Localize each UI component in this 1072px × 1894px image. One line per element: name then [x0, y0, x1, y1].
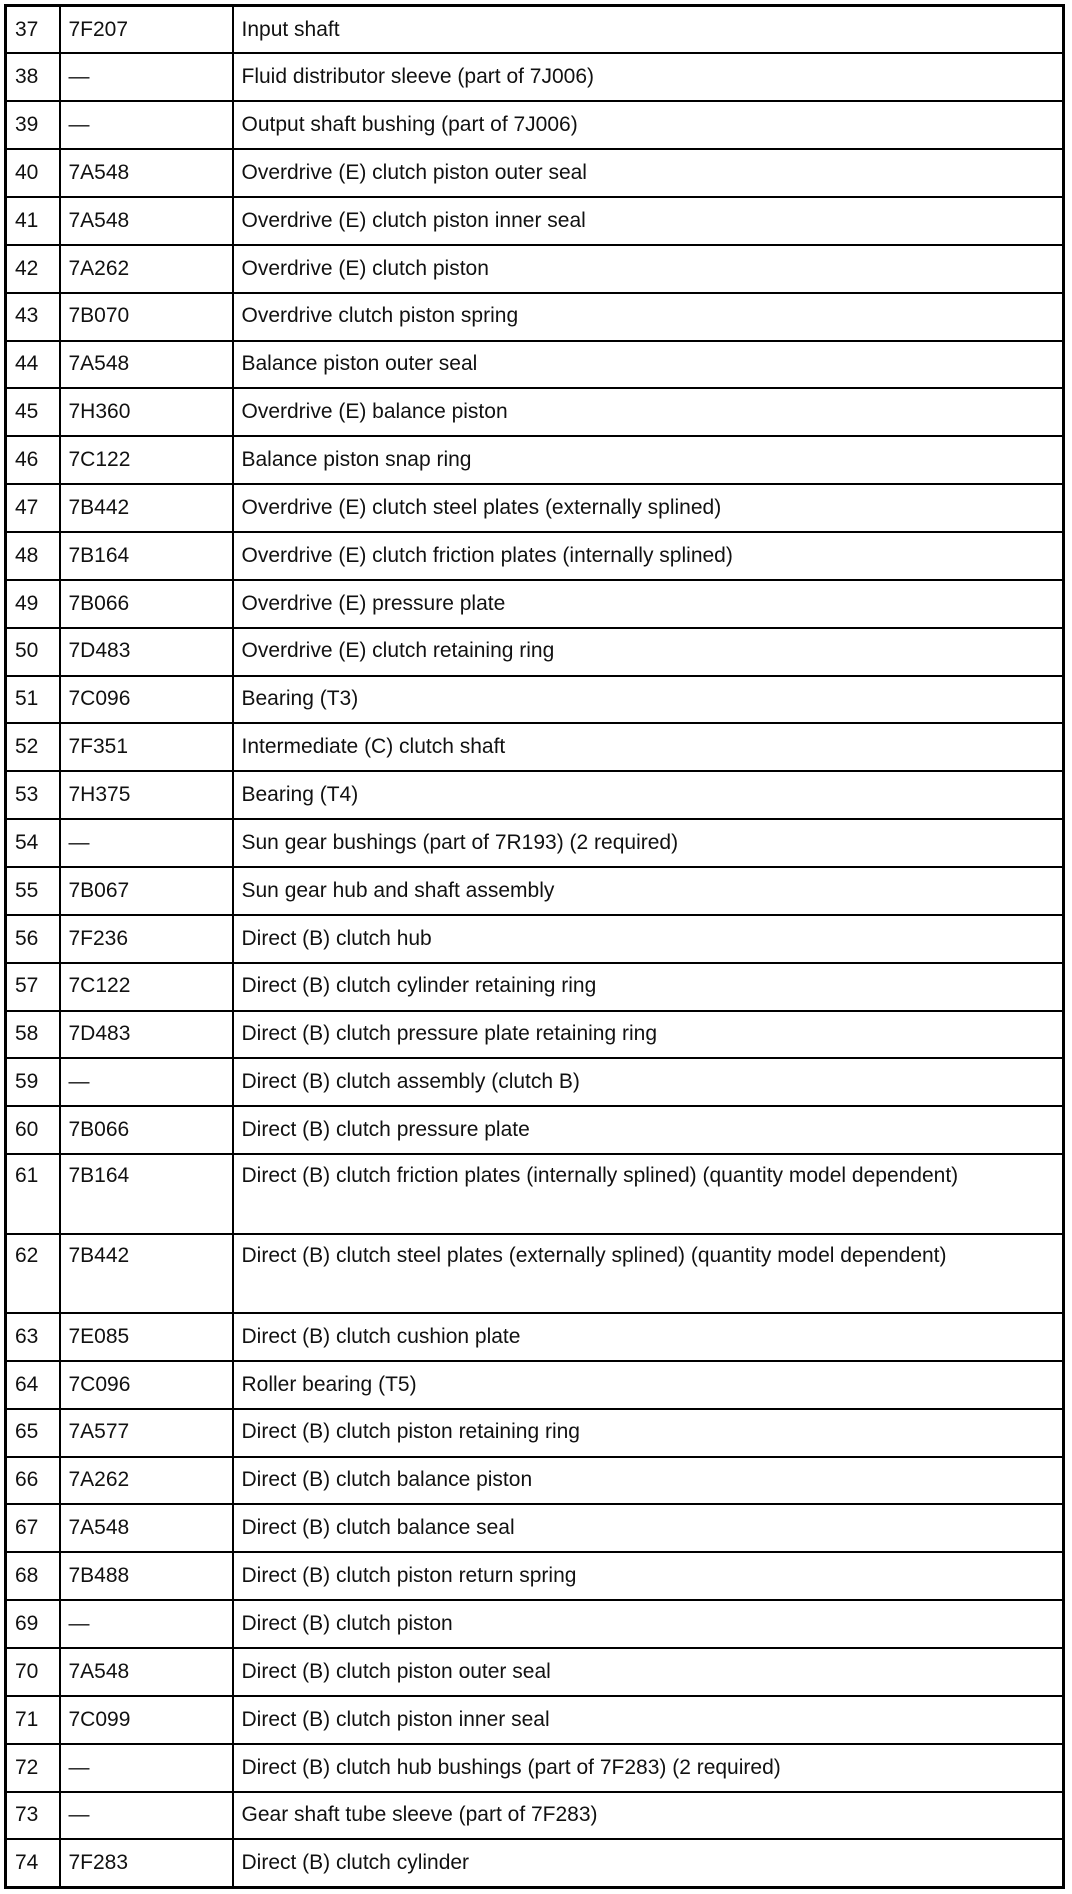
description-cell: Input shaft	[233, 6, 1064, 54]
description-cell: Direct (B) clutch piston	[233, 1600, 1064, 1648]
description-cell: Overdrive (E) clutch retaining ring	[233, 628, 1064, 676]
description-cell: Overdrive (E) clutch piston	[233, 245, 1064, 293]
part-number-cell: 7B442	[60, 484, 233, 532]
table-row	[6, 963, 1064, 1011]
part-number-cell: —	[60, 1744, 233, 1792]
table-row	[6, 197, 1064, 245]
item-number-cell: 38	[6, 53, 60, 101]
item-number-cell: 68	[6, 1552, 60, 1600]
table-row	[6, 1058, 1064, 1106]
table-row	[6, 676, 1064, 724]
part-number-cell: —	[60, 1792, 233, 1840]
table-row	[6, 1313, 1064, 1361]
description-cell: Direct (B) clutch balance piston	[233, 1457, 1064, 1505]
item-number-cell: 72	[6, 1744, 60, 1792]
part-number-cell: 7C096	[60, 676, 233, 724]
description-cell: Direct (B) clutch balance seal	[233, 1504, 1064, 1552]
item-number-cell: 74	[6, 1839, 60, 1887]
item-number-cell: 54	[6, 819, 60, 867]
table-row	[6, 1409, 1064, 1457]
item-number-cell: 56	[6, 915, 60, 963]
item-number-cell: 71	[6, 1696, 60, 1744]
parts-table-body	[6, 6, 1064, 1888]
description-cell: Direct (B) clutch pressure plate	[233, 1106, 1064, 1154]
item-number-cell: 40	[6, 149, 60, 197]
description-cell: Intermediate (C) clutch shaft	[233, 723, 1064, 771]
description-cell: Sun gear hub and shaft assembly	[233, 867, 1064, 915]
description-cell: Overdrive (E) clutch steel plates (externally splined)	[233, 484, 1064, 532]
part-number-cell: 7A548	[60, 341, 233, 389]
description-cell: Overdrive (E) clutch piston inner seal	[233, 197, 1064, 245]
part-number-cell: 7F236	[60, 915, 233, 963]
description-cell: Overdrive (E) pressure plate	[233, 580, 1064, 628]
item-number-cell: 37	[6, 6, 60, 54]
description-cell: Sun gear bushings (part of 7R193) (2 required)	[233, 819, 1064, 867]
part-number-cell: 7F283	[60, 1839, 233, 1887]
table-row	[6, 532, 1064, 580]
table-row	[6, 1361, 1064, 1409]
item-number-cell: 64	[6, 1361, 60, 1409]
description-cell: Overdrive (E) clutch friction plates (internally splined)	[233, 532, 1064, 580]
table-row	[6, 1457, 1064, 1505]
description-cell: Direct (B) clutch piston retaining ring	[233, 1409, 1064, 1457]
table-row	[6, 1011, 1064, 1059]
table-row	[6, 1744, 1064, 1792]
part-number-cell: 7D483	[60, 628, 233, 676]
table-row	[6, 341, 1064, 389]
description-cell: Direct (B) clutch friction plates (internally splined) (quantity model dependent)	[233, 1154, 1064, 1233]
table-row	[6, 915, 1064, 963]
description-cell: Direct (B) clutch cushion plate	[233, 1313, 1064, 1361]
table-row	[6, 1696, 1064, 1744]
description-cell: Overdrive (E) balance piston	[233, 388, 1064, 436]
description-cell: Fluid distributor sleeve (part of 7J006)	[233, 53, 1064, 101]
part-number-cell: 7B066	[60, 1106, 233, 1154]
item-number-cell: 59	[6, 1058, 60, 1106]
description-cell: Balance piston outer seal	[233, 341, 1064, 389]
description-cell: Direct (B) clutch pressure plate retaining ring	[233, 1011, 1064, 1059]
description-cell: Output shaft bushing (part of 7J006)	[233, 101, 1064, 149]
item-number-cell: 49	[6, 580, 60, 628]
part-number-cell: 7C096	[60, 1361, 233, 1409]
table-row	[6, 6, 1064, 54]
description-cell: Overdrive (E) clutch piston outer seal	[233, 149, 1064, 197]
part-number-cell: 7B164	[60, 1154, 233, 1233]
item-number-cell: 48	[6, 532, 60, 580]
description-cell: Roller bearing (T5)	[233, 1361, 1064, 1409]
table-row	[6, 101, 1064, 149]
table-row	[6, 1552, 1064, 1600]
table-row	[6, 53, 1064, 101]
description-cell: Overdrive clutch piston spring	[233, 293, 1064, 341]
item-number-cell: 41	[6, 197, 60, 245]
item-number-cell: 58	[6, 1011, 60, 1059]
item-number-cell: 47	[6, 484, 60, 532]
table-row	[6, 1792, 1064, 1840]
item-number-cell: 39	[6, 101, 60, 149]
table-row	[6, 245, 1064, 293]
item-number-cell: 61	[6, 1154, 60, 1233]
description-cell: Direct (B) clutch hub bushings (part of 7F283) (2 required)	[233, 1744, 1064, 1792]
description-cell: Direct (B) clutch hub	[233, 915, 1064, 963]
item-number-cell: 44	[6, 341, 60, 389]
description-cell: Direct (B) clutch steel plates (externally splined) (quantity model dependent)	[233, 1234, 1064, 1313]
part-number-cell: 7C099	[60, 1696, 233, 1744]
item-number-cell: 65	[6, 1409, 60, 1457]
part-number-cell: 7A548	[60, 197, 233, 245]
part-number-cell: 7A577	[60, 1409, 233, 1457]
table-row	[6, 771, 1064, 819]
item-number-cell: 62	[6, 1234, 60, 1313]
table-row	[6, 1504, 1064, 1552]
description-cell: Direct (B) clutch piston outer seal	[233, 1648, 1064, 1696]
item-number-cell: 57	[6, 963, 60, 1011]
part-number-cell: 7F207	[60, 6, 233, 54]
item-number-cell: 55	[6, 867, 60, 915]
part-number-cell: 7A548	[60, 1648, 233, 1696]
table-row	[6, 149, 1064, 197]
table-row	[6, 628, 1064, 676]
parts-table	[4, 4, 1065, 1889]
description-cell: Gear shaft tube sleeve (part of 7F283)	[233, 1792, 1064, 1840]
part-number-cell: 7B488	[60, 1552, 233, 1600]
part-number-cell: 7E085	[60, 1313, 233, 1361]
part-number-cell: 7B066	[60, 580, 233, 628]
item-number-cell: 63	[6, 1313, 60, 1361]
table-row	[6, 1154, 1064, 1233]
item-number-cell: 51	[6, 676, 60, 724]
part-number-cell: 7H375	[60, 771, 233, 819]
description-cell: Direct (B) clutch cylinder retaining ring	[233, 963, 1064, 1011]
part-number-cell: —	[60, 819, 233, 867]
table-row	[6, 1648, 1064, 1696]
part-number-cell: 7A262	[60, 245, 233, 293]
item-number-cell: 60	[6, 1106, 60, 1154]
part-number-cell: 7A548	[60, 149, 233, 197]
description-cell: Direct (B) clutch piston inner seal	[233, 1696, 1064, 1744]
item-number-cell: 46	[6, 436, 60, 484]
part-number-cell: —	[60, 53, 233, 101]
table-row	[6, 1839, 1064, 1887]
part-number-cell: 7H360	[60, 388, 233, 436]
item-number-cell: 43	[6, 293, 60, 341]
part-number-cell: 7B164	[60, 532, 233, 580]
description-cell: Bearing (T4)	[233, 771, 1064, 819]
part-number-cell: 7A548	[60, 1504, 233, 1552]
description-cell: Balance piston snap ring	[233, 436, 1064, 484]
item-number-cell: 45	[6, 388, 60, 436]
part-number-cell: 7B067	[60, 867, 233, 915]
table-row	[6, 436, 1064, 484]
item-number-cell: 66	[6, 1457, 60, 1505]
item-number-cell: 69	[6, 1600, 60, 1648]
table-row	[6, 723, 1064, 771]
table-row	[6, 580, 1064, 628]
item-number-cell: 53	[6, 771, 60, 819]
table-row	[6, 388, 1064, 436]
item-number-cell: 73	[6, 1792, 60, 1840]
part-number-cell: 7D483	[60, 1011, 233, 1059]
part-number-cell: 7C122	[60, 436, 233, 484]
table-row	[6, 293, 1064, 341]
item-number-cell: 50	[6, 628, 60, 676]
table-row	[6, 819, 1064, 867]
description-cell: Bearing (T3)	[233, 676, 1064, 724]
table-row	[6, 1600, 1064, 1648]
table-row	[6, 484, 1064, 532]
part-number-cell: 7B070	[60, 293, 233, 341]
table-row	[6, 1106, 1064, 1154]
item-number-cell: 52	[6, 723, 60, 771]
item-number-cell: 70	[6, 1648, 60, 1696]
part-number-cell: 7C122	[60, 963, 233, 1011]
description-cell: Direct (B) clutch assembly (clutch B)	[233, 1058, 1064, 1106]
table-row	[6, 1234, 1064, 1313]
part-number-cell: 7A262	[60, 1457, 233, 1505]
part-number-cell: —	[60, 1058, 233, 1106]
item-number-cell: 42	[6, 245, 60, 293]
part-number-cell: —	[60, 101, 233, 149]
table-row	[6, 867, 1064, 915]
description-cell: Direct (B) clutch cylinder	[233, 1839, 1064, 1887]
item-number-cell: 67	[6, 1504, 60, 1552]
part-number-cell: —	[60, 1600, 233, 1648]
part-number-cell: 7B442	[60, 1234, 233, 1313]
description-cell: Direct (B) clutch piston return spring	[233, 1552, 1064, 1600]
part-number-cell: 7F351	[60, 723, 233, 771]
